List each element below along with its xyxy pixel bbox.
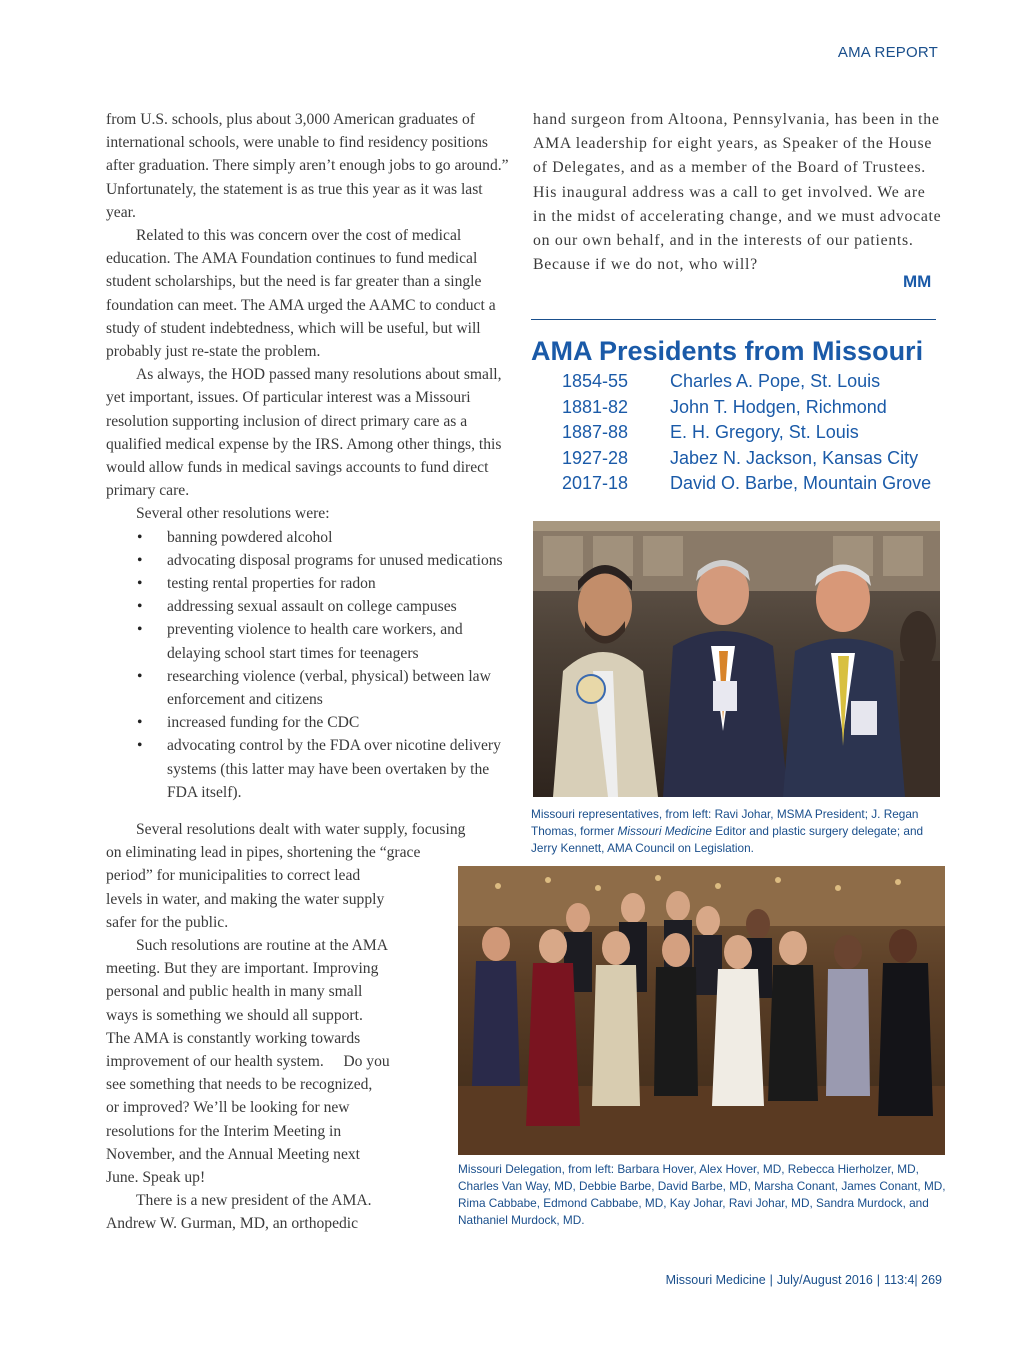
photo-missouri-representatives — [533, 521, 940, 797]
volume-number: 113:4 — [884, 1273, 915, 1287]
photo-illustration — [533, 521, 940, 797]
text-line: on eliminating lead in pipes, shortening the “grace — [106, 844, 421, 862]
list-item: • banning powdered alcohol — [137, 526, 514, 549]
presidents-title: AMA Presidents from Missouri — [531, 336, 924, 366]
text-line: safer for the public. — [106, 913, 229, 931]
text-line: levels in water, and making the water supply — [106, 890, 385, 908]
text-line: meeting. But they are important. Improving — [106, 960, 379, 978]
president-years: 1887-88 — [562, 422, 629, 443]
paragraph: As always, the HOD passed many resolutions about small, yet important, issues. Of particular interest was a Missouri resolution supporting inclusion of direct primary care as a qualified medical expense by the IRS. Among other things, this would allow funds in medical savings accounts to fund direct primary care. — [106, 366, 502, 500]
separator: | — [769, 1273, 773, 1287]
text-line: The AMA is constantly working towards — [106, 1029, 361, 1047]
president-name: David O. Barbe, Mountain Grove — [670, 473, 932, 494]
section-header: AMA REPORT — [837, 44, 938, 61]
caption-text: Missouri representatives, from left: Ravi Johar, MSMA President; J. Regan Thomas, former — [531, 807, 919, 838]
president-years: 2017-18 — [562, 473, 629, 494]
presidents-list — [562, 369, 931, 497]
text-line: Such resolutions are routine at the AMA — [136, 937, 389, 955]
list-item: • researching violence (verbal, physical) between law enforcement and citizens — [137, 665, 514, 711]
divider — [531, 319, 936, 320]
text-line: or improved? We’ll be looking for new — [106, 1099, 350, 1117]
text-line: There is a new president of the AMA. — [136, 1192, 372, 1210]
caption-text: Editor and plastic surgery delegate; and Jerry Kennett, AMA Council on Legislation. — [531, 824, 924, 855]
left-column — [106, 108, 514, 804]
text-line: personal and public health in many small — [106, 983, 363, 1001]
list-item: • preventing violence to health care workers, and delaying school start times for teenagers — [137, 618, 514, 664]
president-years: 1881-82 — [562, 396, 629, 417]
signoff-mark: MM — [903, 272, 932, 291]
wrapped-text — [106, 818, 510, 1236]
paragraph: from U.S. schools, plus about 3,000 American graduates of international schools, were unable to find residency positions after graduation. There simply aren’t enough jobs to go around.” Unfortunately, the statement is as true this year as it was last year. — [106, 111, 509, 221]
president-years: 1927-28 — [562, 447, 629, 468]
photo-illustration — [458, 866, 945, 1155]
text-line: ways is something we should all support. — [106, 1006, 363, 1024]
list-item — [562, 446, 931, 472]
photo-caption: Missouri Delegation, from left: Barbara Hover, Alex Hover, MD, Rebecca Hierholzer, MD, Charles Van Way, MD, Debbie Barbe, David Barbe, MD, Marsha Conant, James Conant, MD, Rima Cabbabe, Edmond Cabbabe, MD, Kay Johar, Ravi Johar, MD, Sandra Murdock, and Nathaniel Murdock, MD. — [458, 1162, 946, 1227]
list-item — [562, 471, 931, 497]
text-line: resolutions for the Interim Meeting in — [106, 1122, 342, 1140]
text-line: improvement of our health system. Do you — [106, 1053, 390, 1071]
text-line: Several resolutions dealt with water supply, focusing — [136, 821, 466, 838]
paragraph: Related to this was concern over the cost of medical education. The AMA Foundation continues to fund medical student scholarships, but the need is far greater than a single foundation can meet. The AMA urged the AAMC to conduct a study of student indebtedness, which will be useful, but will probably just re-state the problem. — [106, 227, 496, 361]
photo-missouri-delegation — [458, 866, 945, 1155]
president-name: Charles A. Pope, St. Louis — [670, 371, 881, 391]
resolution-list — [106, 526, 514, 804]
separator: | — [876, 1273, 881, 1287]
paragraph: Several other resolutions were: — [136, 505, 330, 523]
list-item: • increased funding for the CDC — [137, 711, 514, 734]
president-name: John T. Hodgen, Richmond — [670, 396, 887, 417]
page-footer — [666, 1273, 942, 1287]
list-item — [562, 395, 931, 421]
photo-caption — [531, 806, 947, 857]
text-line: November, and the Annual Meeting next — [106, 1145, 361, 1163]
text-line: see something that needs to be recognized, — [106, 1076, 373, 1094]
paragraph: hand surgeon from Altoona, Pennsylvania, has been in the AMA leadership for eight years, as Speaker of the House of Delegates, and as a member of the Board of Trustees. His inaugural address was a call to get involved. We are in the midst of accelerating change, and we must advocate on our own behalf, and in the interests of our patients. Because if we do not, who will? — [533, 111, 942, 274]
page-number: 269 — [921, 1273, 942, 1287]
list-item: • advocating control by the FDA over nicotine delivery systems (this latter may have been overtaken by the FDA itself). — [137, 734, 514, 804]
journal-name: Missouri Medicine — [665, 1273, 766, 1287]
list-item: • addressing sexual assault on college campuses — [137, 595, 514, 618]
list-item — [562, 420, 931, 446]
list-item: • testing rental properties for radon — [137, 572, 514, 595]
text-line: period” for municipalities to correct lead — [106, 867, 361, 885]
president-name: E. H. Gregory, St. Louis — [670, 422, 859, 443]
text-line: June. Speak up! — [106, 1169, 206, 1187]
right-column — [533, 108, 943, 277]
list-item: • advocating disposal programs for unused medications — [137, 549, 514, 572]
separator: | — [914, 1273, 918, 1287]
text-line: Andrew W. Gurman, MD, an orthopedic — [106, 1215, 359, 1233]
issue-date: July/August 2016 — [776, 1273, 873, 1287]
caption-journal-name: Missouri Medicine — [617, 824, 712, 838]
president-years: 1854-55 — [562, 371, 629, 391]
list-item — [562, 369, 931, 395]
president-name: Jabez N. Jackson, Kansas City — [670, 447, 919, 468]
